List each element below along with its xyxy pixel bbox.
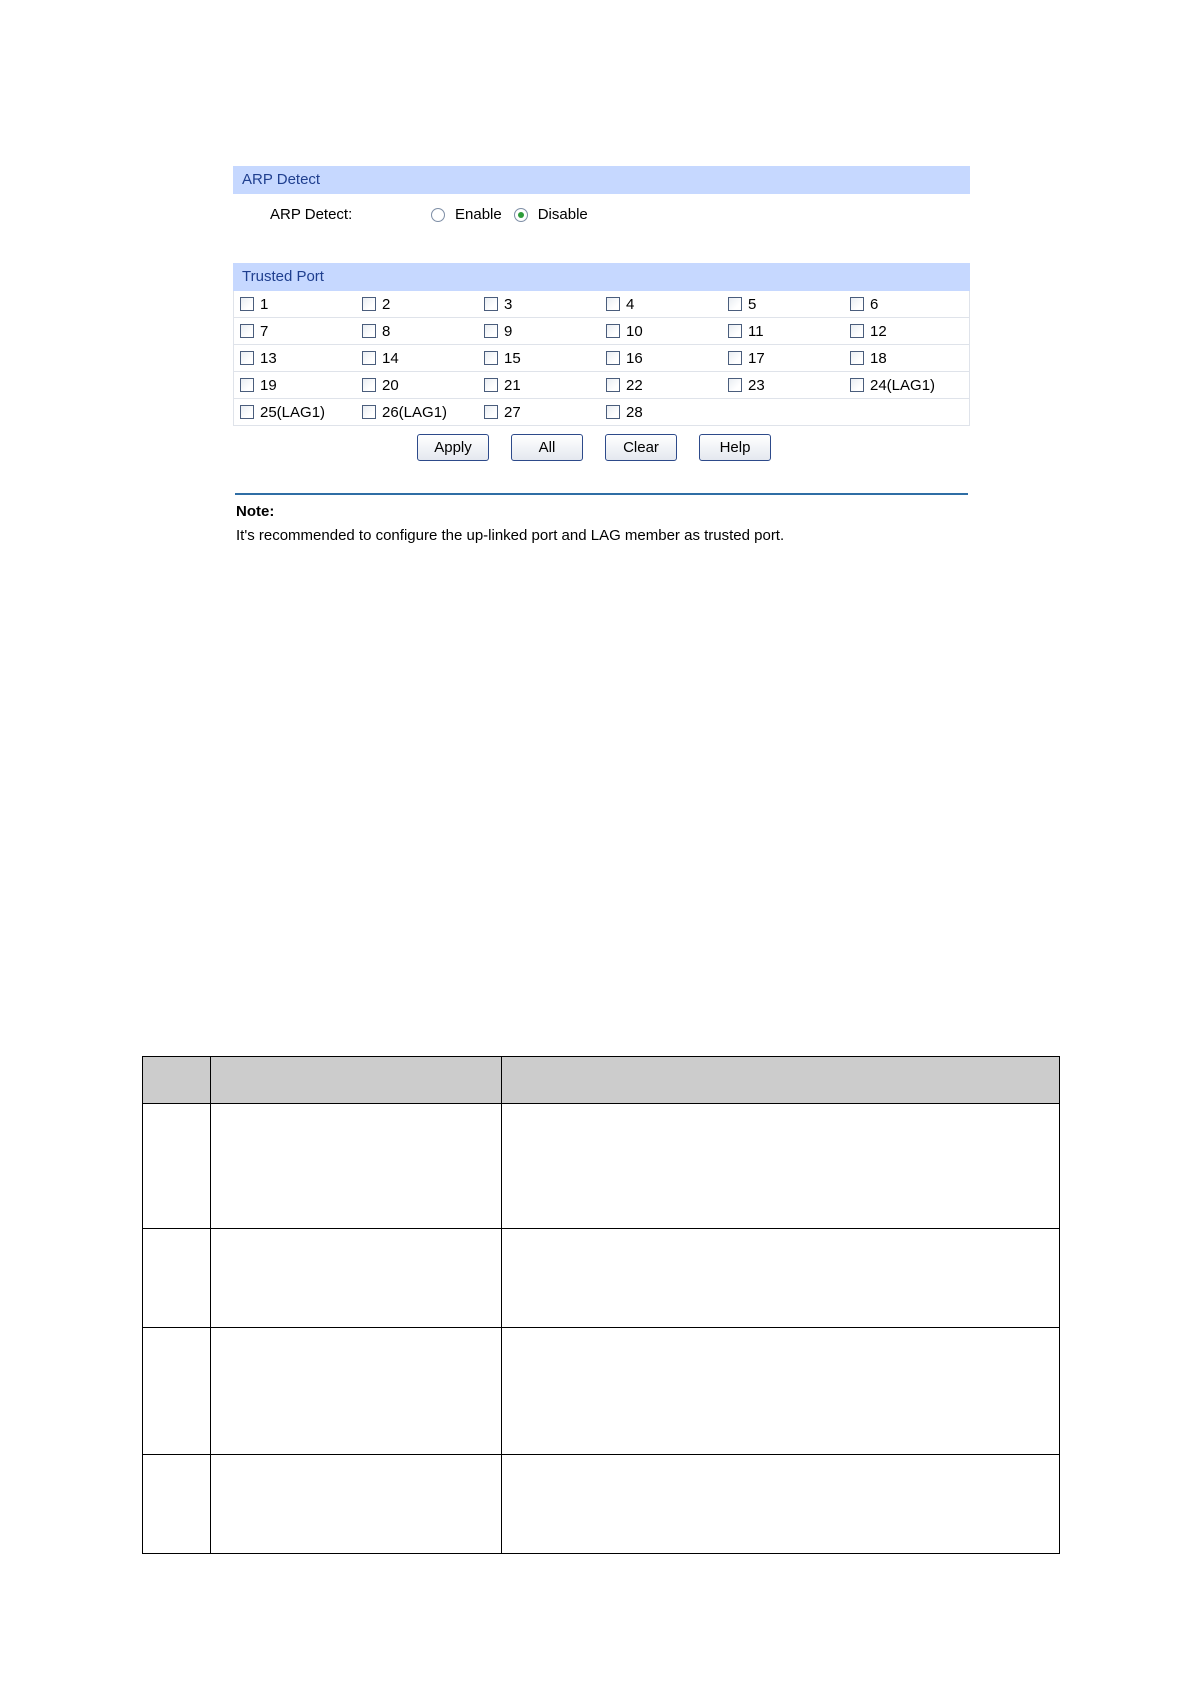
port-label[interactable]: 1 xyxy=(260,295,269,313)
port-label[interactable]: 22 xyxy=(626,376,643,394)
description-table xyxy=(142,1056,1060,1554)
port-checkbox[interactable] xyxy=(850,351,864,365)
port-cell xyxy=(844,345,969,371)
port-label[interactable]: 6 xyxy=(870,295,879,313)
port-cell xyxy=(234,345,356,371)
port-checkbox[interactable] xyxy=(728,324,742,338)
port-label[interactable]: 16 xyxy=(626,349,643,367)
port-cell xyxy=(722,345,844,371)
port-checkbox[interactable] xyxy=(362,297,376,311)
port-checkbox[interactable] xyxy=(728,351,742,365)
note-text: It's recommended to configure the up-linked port and LAG member as trusted port. xyxy=(236,527,785,544)
arp-detect-label: ARP Detect: xyxy=(270,206,353,223)
port-label[interactable]: 5 xyxy=(748,295,757,313)
port-cell xyxy=(600,372,722,398)
port-cell xyxy=(356,345,478,371)
port-checkbox[interactable] xyxy=(362,351,376,365)
trusted-port-header xyxy=(233,263,970,291)
table-cell xyxy=(210,1229,501,1328)
port-row xyxy=(234,372,969,399)
port-label[interactable]: 20 xyxy=(382,376,399,394)
port-checkbox[interactable] xyxy=(240,351,254,365)
table-header-row xyxy=(143,1057,1060,1104)
port-row xyxy=(234,399,969,426)
port-checkbox[interactable] xyxy=(362,378,376,392)
port-cell xyxy=(478,318,600,344)
port-checkbox[interactable] xyxy=(606,297,620,311)
port-label[interactable]: 24(LAG1) xyxy=(870,376,936,394)
arp-detect-row xyxy=(233,200,970,236)
port-cell xyxy=(844,399,969,425)
port-label[interactable]: 23 xyxy=(748,376,765,394)
port-row xyxy=(234,318,969,345)
port-checkbox[interactable] xyxy=(362,324,376,338)
disable-radio-label[interactable]: Disable xyxy=(537,206,588,223)
port-checkbox[interactable] xyxy=(850,297,864,311)
port-checkbox[interactable] xyxy=(362,405,376,419)
port-label[interactable]: 11 xyxy=(748,322,764,340)
port-label[interactable]: 13 xyxy=(260,349,277,367)
note-title: Note: xyxy=(236,503,275,520)
port-cell xyxy=(600,399,722,425)
port-label[interactable]: 3 xyxy=(504,295,513,313)
port-cell xyxy=(234,318,356,344)
port-checkbox[interactable] xyxy=(240,378,254,392)
port-cell xyxy=(478,399,600,425)
table-row xyxy=(143,1104,1060,1229)
port-label[interactable]: 7 xyxy=(260,322,269,340)
trusted-port-header-title: Trusted Port xyxy=(242,268,324,285)
port-checkbox[interactable] xyxy=(484,351,498,365)
port-cell xyxy=(722,399,844,425)
table-cell xyxy=(143,1455,211,1554)
arp-detect-header-title: ARP Detect xyxy=(242,171,321,188)
arp-detect-radio-group xyxy=(431,206,600,223)
port-checkbox[interactable] xyxy=(850,324,864,338)
table-header-cell xyxy=(501,1057,1059,1104)
table-cell xyxy=(501,1328,1059,1455)
clear-button[interactable]: Clear xyxy=(605,434,677,461)
table-row xyxy=(143,1455,1060,1554)
table-row xyxy=(143,1328,1060,1455)
port-checkbox[interactable] xyxy=(484,324,498,338)
port-label[interactable]: 4 xyxy=(626,295,635,313)
port-cell xyxy=(234,399,356,425)
port-label[interactable]: 8 xyxy=(382,322,391,340)
port-cell xyxy=(600,318,722,344)
port-label[interactable]: 21 xyxy=(504,376,521,394)
port-cell xyxy=(234,291,356,317)
port-cell xyxy=(722,372,844,398)
port-cell xyxy=(844,372,969,398)
port-checkbox[interactable] xyxy=(606,351,620,365)
port-checkbox[interactable] xyxy=(240,297,254,311)
port-label[interactable]: 15 xyxy=(504,349,521,367)
port-checkbox[interactable] xyxy=(484,378,498,392)
port-checkbox[interactable] xyxy=(728,378,742,392)
port-cell xyxy=(722,291,844,317)
table-cell xyxy=(210,1328,501,1455)
port-cell xyxy=(356,372,478,398)
action-buttons xyxy=(0,434,1191,462)
table-cell xyxy=(501,1229,1059,1328)
trusted-port-grid xyxy=(233,291,970,426)
port-cell xyxy=(478,345,600,371)
enable-radio-label[interactable]: Enable xyxy=(455,206,502,223)
port-cell xyxy=(356,291,478,317)
table-cell xyxy=(143,1104,211,1229)
port-label[interactable]: 18 xyxy=(870,349,887,367)
port-checkbox[interactable] xyxy=(240,405,254,419)
table-cell xyxy=(210,1455,501,1554)
port-cell xyxy=(844,291,969,317)
disable-radio[interactable] xyxy=(514,208,528,222)
port-cell xyxy=(844,318,969,344)
port-label[interactable]: 28 xyxy=(626,403,643,421)
table-cell xyxy=(143,1328,211,1455)
port-label[interactable]: 25(LAG1) xyxy=(260,403,326,421)
table-cell xyxy=(143,1229,211,1328)
help-button[interactable]: Help xyxy=(699,434,771,461)
all-button[interactable]: All xyxy=(511,434,583,461)
port-cell xyxy=(356,318,478,344)
table-cell xyxy=(501,1104,1059,1229)
port-checkbox[interactable] xyxy=(850,378,864,392)
port-cell xyxy=(478,372,600,398)
port-label[interactable]: 26(LAG1) xyxy=(382,403,448,421)
arp-detect-header xyxy=(233,166,970,194)
port-label[interactable]: 17 xyxy=(748,349,765,367)
port-cell xyxy=(356,399,478,425)
table-header-cell xyxy=(210,1057,501,1104)
port-cell xyxy=(478,291,600,317)
port-label[interactable]: 9 xyxy=(504,322,513,340)
table-row xyxy=(143,1229,1060,1328)
port-checkbox[interactable] xyxy=(606,378,620,392)
port-checkbox[interactable] xyxy=(484,297,498,311)
port-row xyxy=(234,345,969,372)
apply-button[interactable]: Apply xyxy=(417,434,489,461)
table-cell xyxy=(501,1455,1059,1554)
port-cell xyxy=(600,345,722,371)
port-label[interactable]: 14 xyxy=(382,349,399,367)
port-cell xyxy=(600,291,722,317)
port-checkbox[interactable] xyxy=(728,297,742,311)
port-cell xyxy=(722,318,844,344)
port-label[interactable]: 10 xyxy=(626,322,643,340)
port-label[interactable]: 12 xyxy=(870,322,887,340)
enable-radio[interactable] xyxy=(431,208,445,222)
table-header-cell xyxy=(143,1057,211,1104)
port-checkbox[interactable] xyxy=(240,324,254,338)
port-label[interactable]: 27 xyxy=(504,403,521,421)
port-row xyxy=(234,291,969,318)
note-divider xyxy=(235,493,968,495)
port-checkbox[interactable] xyxy=(606,405,620,419)
table-cell xyxy=(210,1104,501,1229)
port-label[interactable]: 19 xyxy=(260,376,277,394)
port-checkbox[interactable] xyxy=(606,324,620,338)
port-checkbox[interactable] xyxy=(484,405,498,419)
port-cell xyxy=(234,372,356,398)
port-label[interactable]: 2 xyxy=(382,295,391,313)
